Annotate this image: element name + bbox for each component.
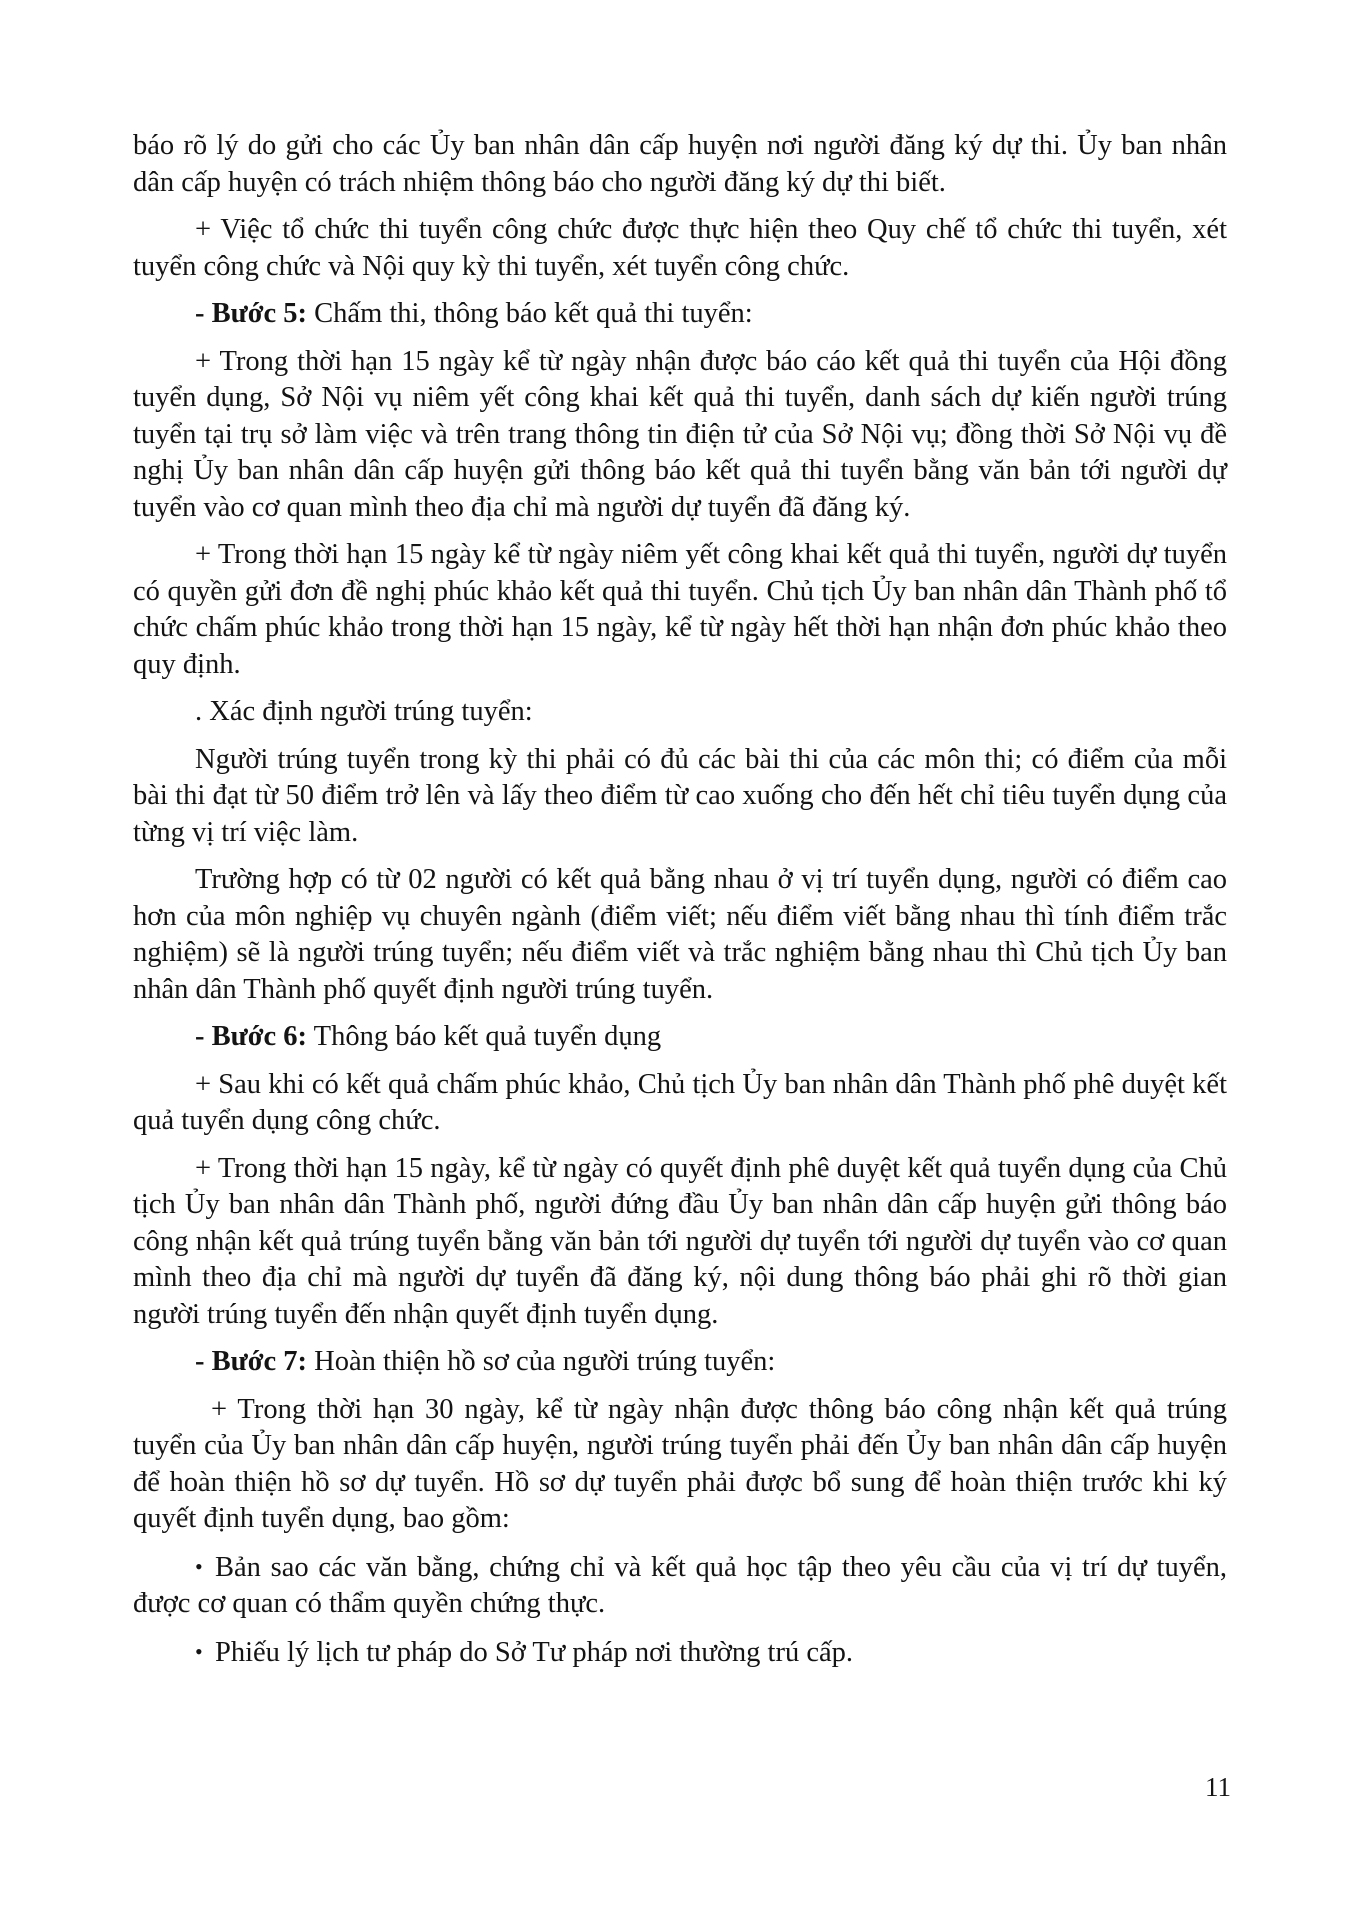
bullet-text: Phiếu lý lịch tư pháp do Sở Tư pháp nơi thường trú cấp. [215,1636,854,1668]
bullet-icon: • [195,1638,203,1664]
paragraph: + Trong thời hạn 30 ngày, kể từ ngày nhận được thông báo công nhận kết quả trúng tuyển của Ủy ban nhân dân cấp huyện, người trúng tuyển phải đến Ủy ban nhân dân cấp huyện để hoàn thiện hồ sơ dự tuyển. Hồ sơ dự tuyển phải được bổ sung để hoàn thiện trước khi ký quyết định tuyển dụng, bao gồm: [133,1393,1227,1534]
paragraph: Trường hợp có từ 02 người có kết quả bằng nhau ở vị trí tuyển dụng, người có điểm cao hơn của môn nghiệp vụ chuyên ngành (điểm viết; nếu điểm viết bằng nhau thì tính điểm trắc nghiệm) sẽ là người trúng tuyển; nếu điểm viết và trắc nghiệm bằng nhau thì Chủ tịch Ủy ban nhân dân Thành phố quyết định người trúng tuyển. [133,864,1227,1005]
paragraph: + Sau khi có kết quả chấm phúc khảo, Chủ tịch Ủy ban nhân dân Thành phố phê duyệt kết quả tuyển dụng công chức. [133,1068,1227,1136]
step-label: Bước 6: [211,1021,308,1052]
paragraph: báo rõ lý do gửi cho các Ủy ban nhân dân cấp huyện nơi người đăng ký dự thi. Ủy ban nhân dân cấp huyện có trách nhiệm thông báo cho người đăng ký dự thi biết. [133,130,1227,198]
page-number: 11 [1205,1772,1231,1802]
step-prefix: - [195,1021,212,1052]
bullet-item [133,1549,1227,1623]
bullet-text: Bản sao các văn bằng, chứng chỉ và kết quả học tập theo yêu cầu của vị trí dự tuyển, được cơ quan có thẩm quyền chứng thực. [133,1551,1227,1619]
step-heading [133,1344,1227,1381]
paragraph: + Trong thời hạn 15 ngày kể từ ngày nhận được báo cáo kết quả thi tuyển của Hội đồng tuyển dụng, Sở Nội vụ niêm yết công khai kết quả thi tuyển, danh sách dự kiến người trúng tuyển tại trụ sở làm việc và trên trang thông tin điện tử của Sở Nội vụ; đồng thời Sở Nội vụ đề nghị Ủy ban nhân dân cấp huyện gửi thông báo kết quả thi tuyển bằng văn bản tới người dự tuyển vào cơ quan mình theo địa chỉ mà người dự tuyển đã đăng ký. [133,345,1227,523]
step-heading [133,1019,1227,1056]
step-prefix: - [195,1346,212,1377]
step-heading [133,296,1227,333]
bullet-icon: • [195,1553,203,1579]
paragraph: + Việc tổ chức thi tuyển công chức được thực hiện theo Quy chế tổ chức thi tuyển, xét tuyển công chức và Nội quy kỳ thi tuyển, xét tuyển công chức. [133,214,1227,282]
document-body [133,128,1227,1682]
step-label: Bước 7: [211,1346,308,1377]
step-label: Bước 5: [211,298,308,329]
step-title: Hoàn thiện hồ sơ của người trúng tuyển: [307,1346,776,1377]
bullet-item [133,1634,1227,1672]
paragraph: Người trúng tuyển trong kỳ thi phải có đủ các bài thi của các môn thi; có điểm của mỗi bài thi đạt từ 50 điểm trở lên và lấy theo điểm từ cao xuống cho đến hết chỉ tiêu tuyển dụng của từng vị trí việc làm. [133,743,1227,848]
step-title: Thông báo kết quả tuyển dụng [307,1021,662,1052]
step-prefix: - [195,298,212,329]
paragraph: + Trong thời hạn 15 ngày kể từ ngày niêm yết công khai kết quả thi tuyển, người dự tuyển có quyền gửi đơn đề nghị phúc khảo kết quả thi tuyển. Chủ tịch Ủy ban nhân dân Thành phố tổ chức chấm phúc khảo trong thời hạn 15 ngày, kể từ ngày hết thời hạn nhận đơn phúc khảo theo quy định. [133,539,1227,680]
paragraph: . Xác định người trúng tuyển: [195,696,533,727]
step-title: Chấm thi, thông báo kết quả thi tuyển: [307,298,753,329]
paragraph: + Trong thời hạn 15 ngày, kể từ ngày có quyết định phê duyệt kết quả tuyển dụng của Chủ tịch Ủy ban nhân dân Thành phố, người đứng đầu Ủy ban nhân dân cấp huyện gửi thông báo công nhận kết quả trúng tuyển bằng văn bản tới người dự tuyển tới người dự tuyển vào cơ quan mình theo địa chỉ mà người dự tuyển đã đăng ký, nội dung thông báo phải ghi rõ thời gian người trúng tuyển đến nhận quyết định tuyển dụng. [133,1152,1227,1330]
